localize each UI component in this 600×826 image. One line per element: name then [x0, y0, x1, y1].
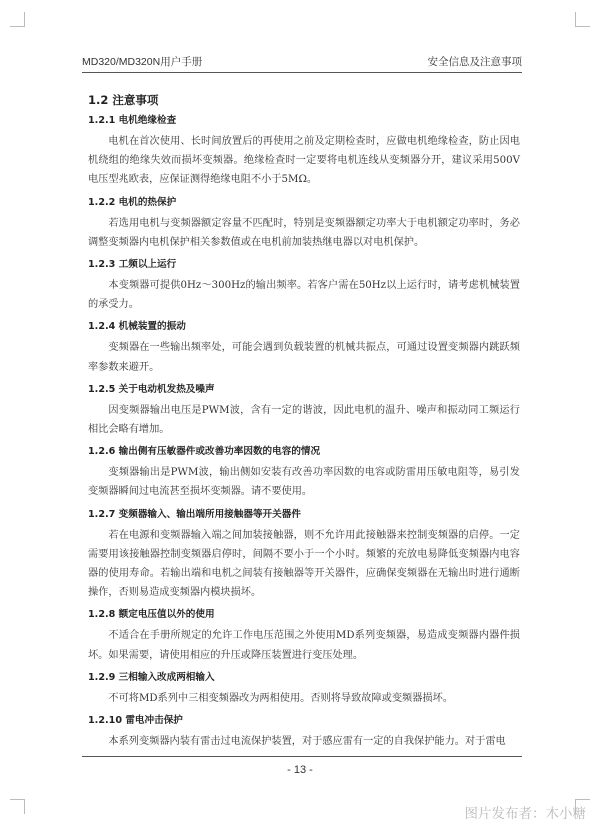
subsection-text: 若选用电机与变频器额定容量不匹配时，特别是变频器额定功率大于电机额定功率时，务必调整变频器内电机保护相关参数值或在电机前加装热继电器以对电机保护。 [88, 217, 520, 248]
page-header [82, 54, 522, 68]
publisher-watermark: 图片发布者：木小糖 [464, 806, 586, 822]
subsection-title: 1.2.8 额定电压值以外的使用 [88, 609, 215, 621]
subsection-title: 1.2.2 电机的热保护 [88, 196, 177, 208]
subsection-text: 本系列变频器内装有雷击过电流保护装置，对于感应雷有一定的自我保护能力。对于雷电 [108, 736, 506, 748]
subsection-title: 1.2.6 输出侧有压敏器件或改善功率因数的电容的情况 [88, 446, 321, 458]
subsection-title: 1.2.1 电机绝缘检查 [88, 115, 177, 126]
header-divider [82, 72, 522, 73]
header-chapter-title: 安全信息及注意事项 [427, 56, 522, 68]
subsection-title: 1.2.3 工频以上运行 [88, 259, 177, 271]
subsection-1-2-9 [88, 671, 520, 708]
footer-divider [82, 756, 522, 757]
crop-mark-top-right [575, 12, 590, 27]
subsection-1-2-10 [88, 714, 520, 751]
subsection-text: 因变频器输出电压是PWM波，含有一定的谐波，因此电机的温升、噪声和振动同工频运行相比会略有增加。 [88, 404, 520, 436]
subsection-text: 变频器在一些输出频率处，可能会遇到负载装置的机械共振点，可通过设置变频器内跳跃频率参数来避开。 [88, 342, 520, 373]
subsection-text: 变频器输出是PWM波，输出侧如安装有改善功率因数的电容或防雷用压敏电阻等，易引发变频器瞬间过电流甚至损坏变频器。请不要使用。 [88, 467, 520, 498]
subsection-1-2-6 [88, 445, 520, 501]
subsection-1-2-1 [88, 114, 520, 190]
subsection-1-2-8 [88, 608, 520, 664]
subsection-1-2-3 [88, 258, 520, 314]
page-content [88, 92, 520, 757]
subsection-text: 不可将MD系列中三相变频器改为两相使用。否则将导致故障或变频器损坏。 [108, 692, 453, 704]
subsection-text: 本变频器可提供0Hz～300Hz的输出频率。若客户需在50Hz以上运行时，请考虑机械装置的承受力。 [88, 280, 520, 311]
crop-mark-top-left [10, 12, 25, 27]
subsection-title: 1.2.4 机械装置的振动 [88, 321, 186, 333]
subsection-text: 不适合在手册所规定的允许工作电压范围之外使用MD系列变频器，易造成变频器内器件损坏。如果需要，请使用相应的升压或降压装置进行变压处理。 [88, 630, 520, 661]
subsection-title: 1.2.5 关于电动机发热及噪声 [88, 383, 215, 395]
page-number: - 13 - [287, 764, 313, 776]
header-manual-title: MD320/MD320N用户手册 [82, 56, 203, 68]
crop-mark-bottom-left [10, 799, 25, 814]
subsection-text: 若在电源和变频器输入端之间加装接触器，则不允许用此接触器来控制变频器的启停。一定需要用该接触器控制变频器启停时，间隔不要小于一个小时。频繁的充放电易降低变频器内电容器的使用寿命。若输出端和电机之间装有接触器等开关器件，应确保变频器在无输出时进行通断操作，否则易造成变频器内模块损坏。 [88, 529, 520, 599]
subsection-text: 电机在首次使用、长时间放置后的再使用之前及定期检查时，应做电机绝缘检查，防止因电机绕组的绝缘失效而损坏变频器。绝缘检查时一定要将电机连线从变频器分开，建议采用500V电压型兆欧表，应保证测得绝缘电阻不小于5MΩ。 [88, 136, 520, 186]
subsection-1-2-2 [88, 196, 520, 252]
subsection-title: 1.2.7 变频器输入、输出端所用接触器等开关器件 [88, 508, 301, 520]
subsection-1-2-5 [88, 383, 520, 439]
section-title: 1.2 注意事项 [88, 93, 159, 107]
subsection-title: 1.2.10 雷电冲击保护 [88, 715, 183, 727]
subsection-title: 1.2.9 三相输入改成两相输入 [88, 671, 215, 683]
subsection-1-2-7 [88, 508, 520, 603]
subsection-1-2-4 [88, 320, 520, 376]
